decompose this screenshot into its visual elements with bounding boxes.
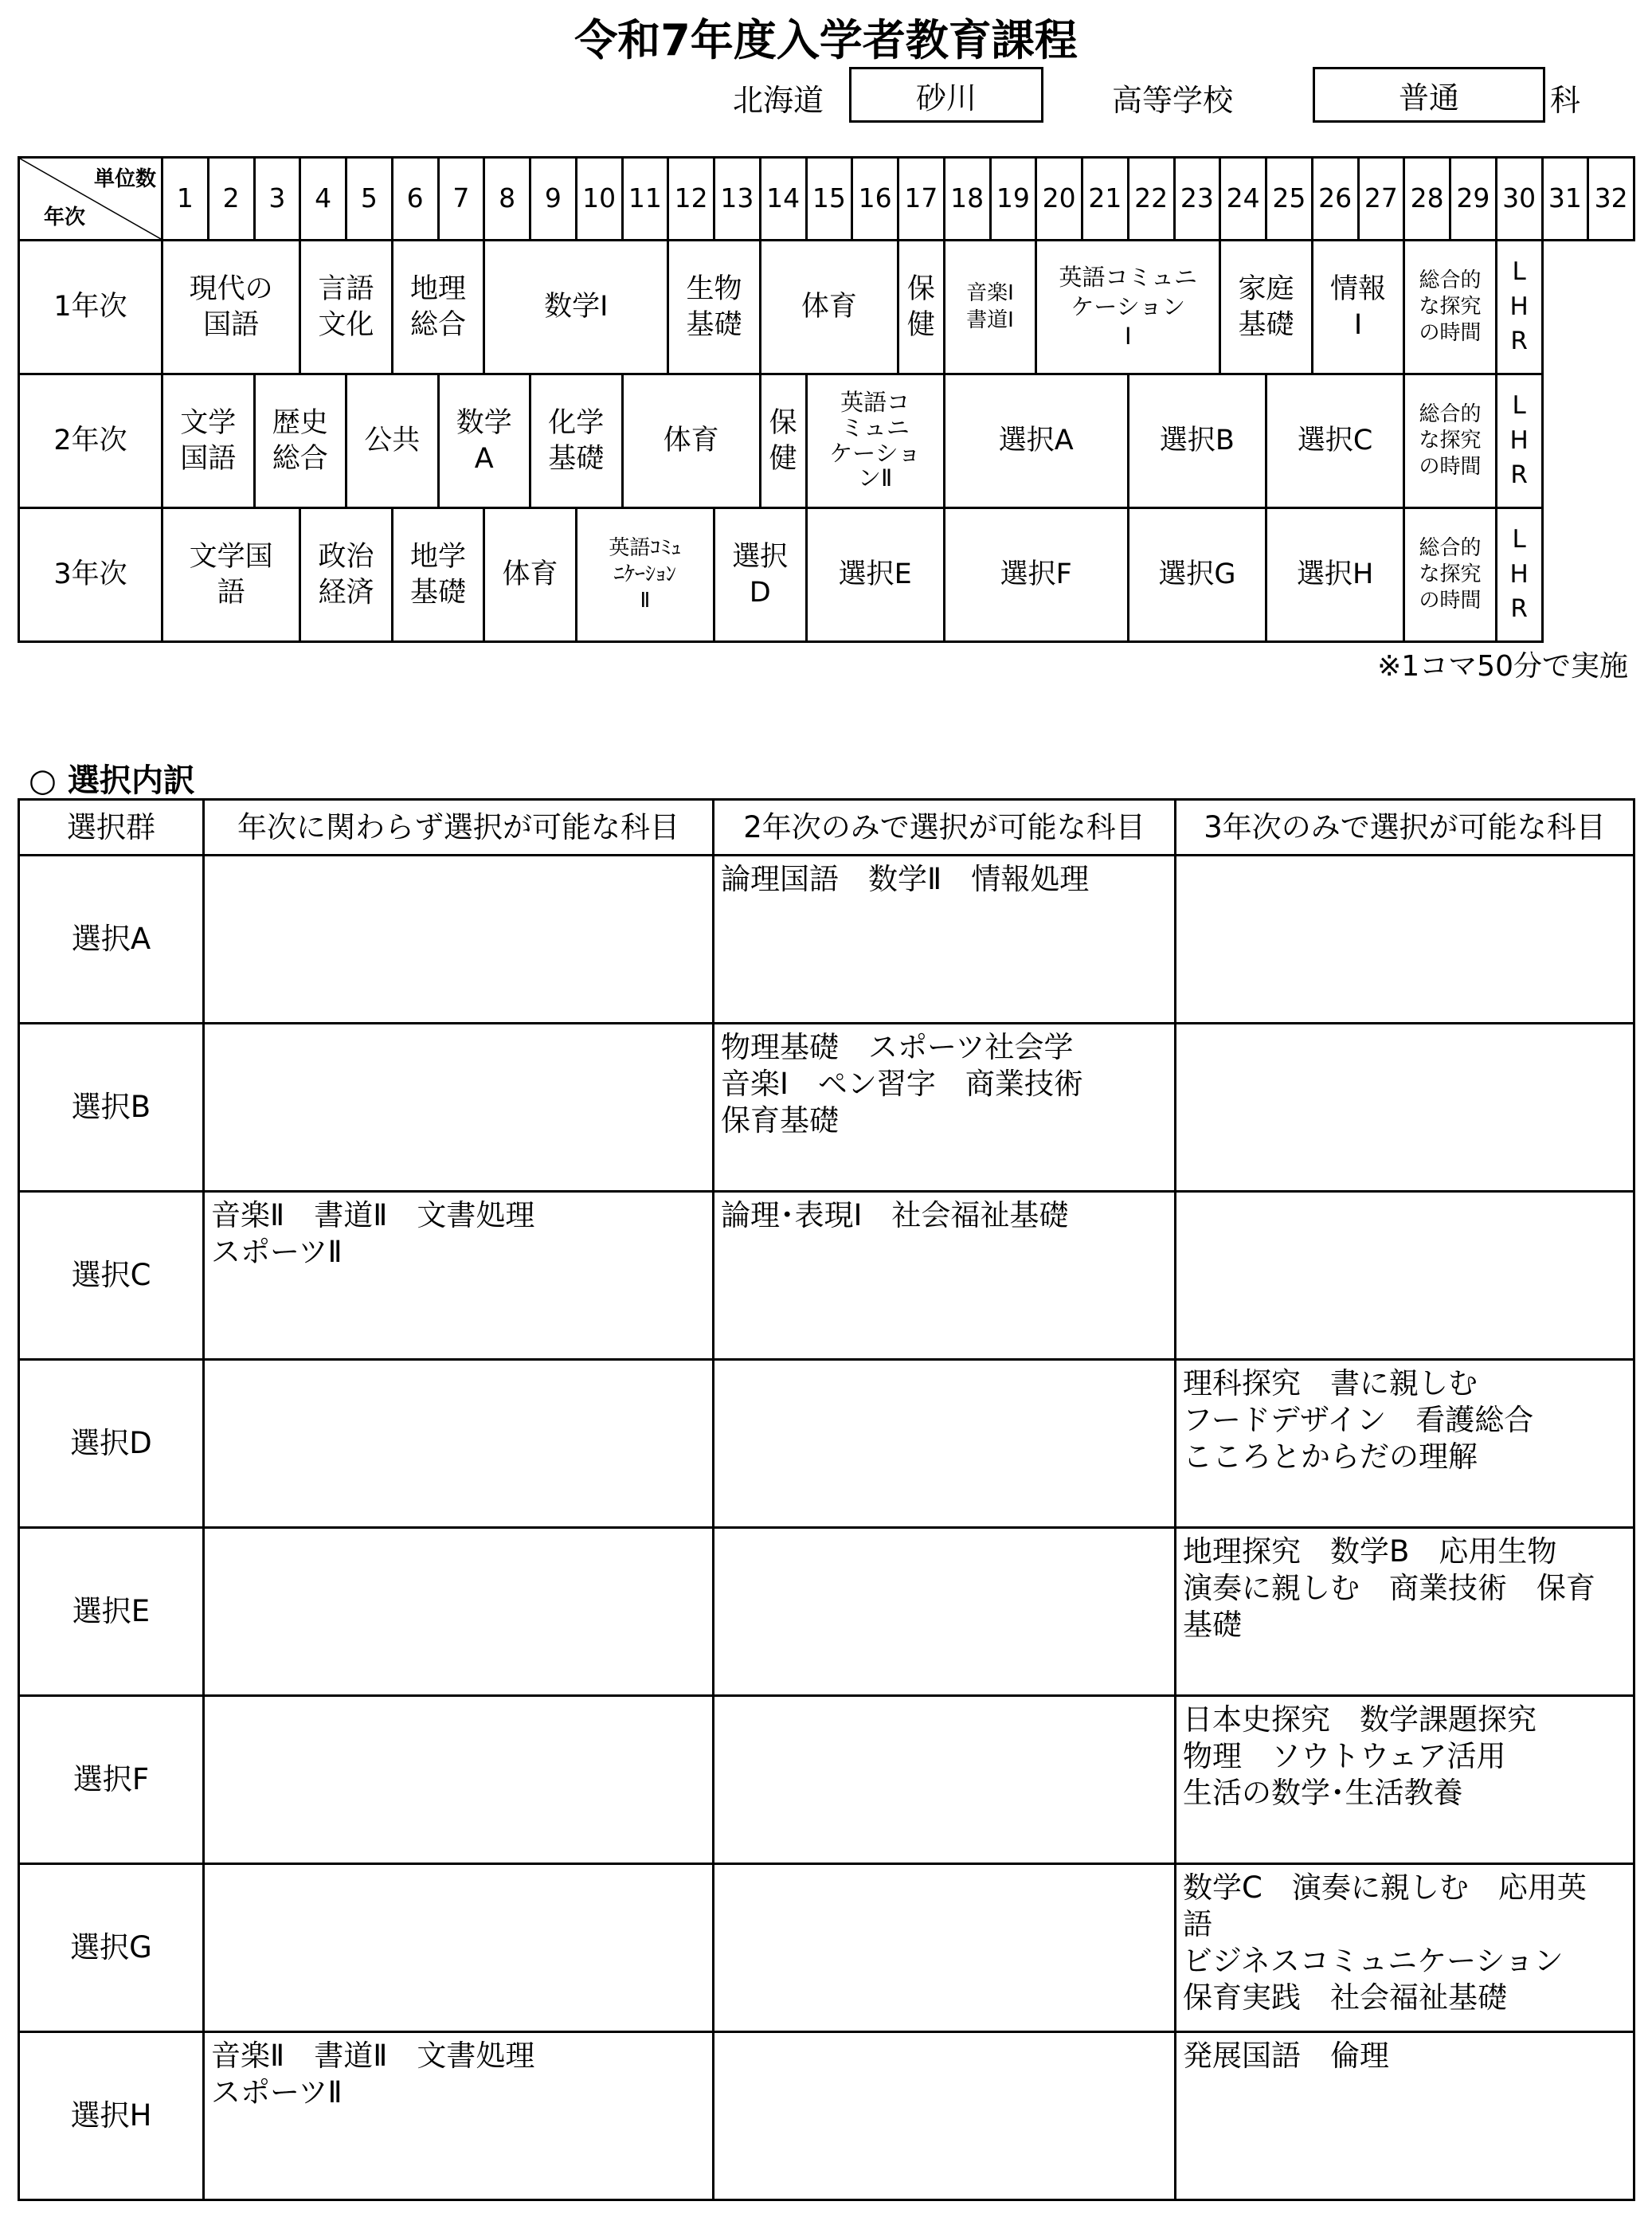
subject-cell [944,508,1128,642]
subject-cell [300,508,393,642]
subject-cell [1496,241,1542,374]
subject-cell [392,508,484,642]
subject-cell [346,374,439,508]
selection-row [19,1696,1634,1864]
unit-number: 23 [1174,158,1220,241]
year2-subjects: 論理･表現Ⅰ 社会福祉基礎 [714,1192,1176,1360]
year3-subjects [1176,1192,1634,1360]
any-year-subjects [204,1024,714,1192]
curriculum-table [18,156,1635,643]
subject-name: 保 健 [769,406,797,475]
year2-subjects [714,1696,1176,1864]
subject-name: 文学国 語 [189,540,273,609]
course-suffix: 科 [1550,83,1581,118]
subject-cell [668,241,761,374]
unit-number: 29 [1450,158,1497,241]
subject-name: 情報 Ⅰ [1329,272,1386,341]
unit-number: 1 [162,158,209,241]
subject-name: 保 健 [906,272,935,341]
unit-number: 26 [1312,158,1358,241]
subject-cell [1404,374,1497,508]
subject-cell [806,374,944,508]
subject-name: 総合的 な探究 の時間 [1419,402,1482,480]
unit-number: 13 [714,158,761,241]
year3-subjects [1176,1024,1634,1192]
subject-cell [1128,374,1266,508]
column-header: 選択群 [19,800,204,856]
subject-cell [254,374,346,508]
subject-cell [944,241,1036,374]
subject-name: L H R [1509,525,1529,624]
subject-name: 数学Ⅰ [544,291,609,323]
year2-subjects [714,1864,1176,2032]
unit-number: 17 [898,158,945,241]
unit-number: 30 [1496,158,1542,241]
subject-cell [1496,374,1542,508]
blank-cell [1542,508,1634,642]
unit-number: 12 [668,158,714,241]
subject-cell [162,374,255,508]
year2-subjects: 論理国語 数学Ⅱ 情報処理 [714,856,1176,1024]
subject-cell [484,508,577,642]
subject-cell [576,508,714,642]
corner-year-label: 年次 [44,205,86,229]
subject-name: 化学 基礎 [548,406,605,475]
unit-number: 21 [1082,158,1129,241]
page-title: 令和7年度入学者教育課程 [574,15,1078,65]
year3-subjects: 発展国語 倫理 [1176,2032,1634,2200]
column-header: 2年次のみで選択が可能な科目 [714,800,1176,856]
year-label: 2年次 [19,374,162,508]
selection-row [19,1192,1634,1360]
subject-name: 地学 基礎 [409,540,466,609]
subject-name: 文学 国語 [180,406,237,475]
any-year-subjects [204,1360,714,1528]
school-name: 砂川 [915,80,977,116]
selection-row [19,1864,1634,2032]
selection-row [19,1360,1634,1528]
period-note: ※1コマ50分で実施 [1377,650,1628,683]
year-row-2 [19,374,1634,508]
unit-number: 22 [1128,158,1174,241]
year3-subjects: 数学C 演奏に親しむ 応用英 語 ビジネスコミュニケーション 保育実践 社会福祉基礎 [1176,1864,1634,2032]
subject-cell [162,241,300,374]
unit-number: 6 [392,158,438,241]
year-label: 1年次 [19,241,162,374]
subject-cell [300,241,393,374]
subject-name: 数学 A [456,406,512,475]
course-name: 普通 [1398,80,1459,116]
year3-subjects: 地理探究 数学B 応用生物 演奏に親しむ 商業技術 保育 基礎 [1176,1528,1634,1696]
selection-group: 選択H [19,2032,204,2200]
subject-name: 選択 D [732,540,789,609]
selection-row [19,1024,1634,1192]
year-label: 3年次 [19,508,162,642]
selection-row [19,1528,1634,1696]
subject-cell [1496,508,1542,642]
year2-subjects [714,2032,1176,2200]
subject-cell [714,508,807,642]
subject-name: 選択B [1159,425,1235,457]
subject-name: 政治 経済 [318,540,374,609]
unit-number: 7 [438,158,484,241]
school-name-box [849,67,1043,123]
subject-name: L H R [1509,391,1529,490]
unit-number: 2 [208,158,254,241]
subject-cell [1266,374,1404,508]
subject-name: 生物 基礎 [686,272,742,341]
any-year-subjects [204,1696,714,1864]
unit-number: 3 [254,158,300,241]
subject-name: 選択F [1000,558,1072,591]
subject-name: 英語コミュニ ケーション Ⅰ [1059,263,1197,351]
subject-name: 選択G [1158,558,1236,591]
any-year-subjects: 音楽Ⅱ 書道Ⅱ 文書処理 スポーツⅡ [204,1192,714,1360]
prefecture-label: 北海道 [733,83,824,118]
subject-name: 総合的 な探究 の時間 [1419,535,1482,613]
subject-cell [1220,241,1313,374]
subject-cell [1036,241,1220,374]
subject-name: 体育 [663,425,719,457]
any-year-subjects: 音楽Ⅱ 書道Ⅱ 文書処理 スポーツⅡ [204,2032,714,2200]
subject-name: 体育 [801,291,857,323]
subject-cell [760,374,806,508]
course-box [1313,67,1545,123]
unit-number: 24 [1220,158,1266,241]
subject-cell [484,241,668,374]
year3-subjects [1176,856,1634,1024]
unit-number: 10 [576,158,622,241]
column-header: 3年次のみで選択が可能な科目 [1176,800,1634,856]
unit-number: 16 [852,158,898,241]
subject-name: 総合的 な探究 の時間 [1419,268,1482,346]
year3-subjects: 日本史探究 数学課題探究 物理 ソウトウェア活用 生活の数学･生活教養 [1176,1696,1634,1864]
unit-number: 19 [990,158,1036,241]
subject-name: 言語 文化 [318,272,374,341]
subject-name: L H R [1509,257,1529,356]
selection-table [18,798,1635,2201]
year2-subjects: 物理基礎 スポーツ社会学 音楽Ⅰ ペン習字 商業技術 保育基礎 [714,1024,1176,1192]
year2-subjects [714,1360,1176,1528]
selection-header-row [19,800,1634,856]
subject-name: 選択E [838,558,912,591]
selection-group: 選択B [19,1024,204,1192]
selection-row [19,2032,1634,2200]
selection-group: 選択G [19,1864,204,2032]
subject-name: 公共 [364,425,421,457]
unit-number: 18 [944,158,990,241]
any-year-subjects [204,1528,714,1696]
unit-number: 15 [806,158,852,241]
unit-number: 11 [622,158,668,241]
unit-number: 14 [760,158,806,241]
selection-group: 選択D [19,1360,204,1528]
unit-number: 9 [530,158,577,241]
selection-group: 選択A [19,856,204,1024]
subject-cell [898,241,945,374]
year-row-1 [19,241,1634,374]
blank-cell [1542,241,1634,374]
subject-cell [622,374,760,508]
unit-number: 31 [1542,158,1588,241]
subject-cell [438,374,530,508]
unit-number: 20 [1036,158,1082,241]
unit-number: 5 [346,158,393,241]
subject-name: 英語ｺﾐｭ ﾆｹｰｼｮﾝ Ⅱ [609,535,682,613]
subject-cell [806,508,944,642]
subject-cell [1312,241,1404,374]
subject-cell [944,374,1128,508]
selection-group: 選択F [19,1696,204,1864]
subject-name: 選択A [998,425,1074,457]
year-row-3 [19,508,1634,642]
subject-cell [162,508,300,642]
subject-name: 選択C [1297,425,1373,457]
unit-number: 32 [1588,158,1634,241]
blank-cell [1542,374,1634,508]
subject-cell [392,241,484,374]
unit-number: 27 [1358,158,1404,241]
unit-number: 25 [1266,158,1313,241]
selection-group: 選択C [19,1192,204,1360]
unit-number-row [19,158,1634,241]
selection-row [19,856,1634,1024]
subject-cell [1404,241,1497,374]
subject-cell [530,374,623,508]
any-year-subjects [204,1864,714,2032]
section-title: ○ 選択内訳 [29,762,195,799]
subject-name: 地理 総合 [409,272,466,341]
any-year-subjects [204,856,714,1024]
subject-cell [1404,508,1497,642]
subject-name: 歴史 総合 [272,406,328,475]
school-type-label: 高等学校 [1112,83,1234,118]
unit-number: 4 [300,158,346,241]
year3-subjects: 理科探究 書に親しむ フードデザイン 看護総合 こころとからだの理解 [1176,1360,1634,1528]
unit-number: 28 [1404,158,1450,241]
subject-cell [760,241,898,374]
header-corner [19,158,162,241]
subject-name: 英語コ ミュニ ケーショ ンⅡ [829,388,922,492]
column-header: 年次に関わらず選択が可能な科目 [204,800,714,856]
subject-cell [1266,508,1404,642]
subject-cell [1128,508,1266,642]
subject-name: 音楽Ⅰ 書道Ⅰ [966,281,1014,332]
unit-number: 8 [484,158,530,241]
selection-group: 選択E [19,1528,204,1696]
subject-name: 体育 [502,558,558,591]
subject-name: 現代の 国語 [189,272,273,341]
subject-name: 家庭 基礎 [1238,272,1294,341]
corner-units-label: 単位数 [93,167,156,191]
year2-subjects [714,1528,1176,1696]
subject-name: 選択H [1296,558,1374,591]
